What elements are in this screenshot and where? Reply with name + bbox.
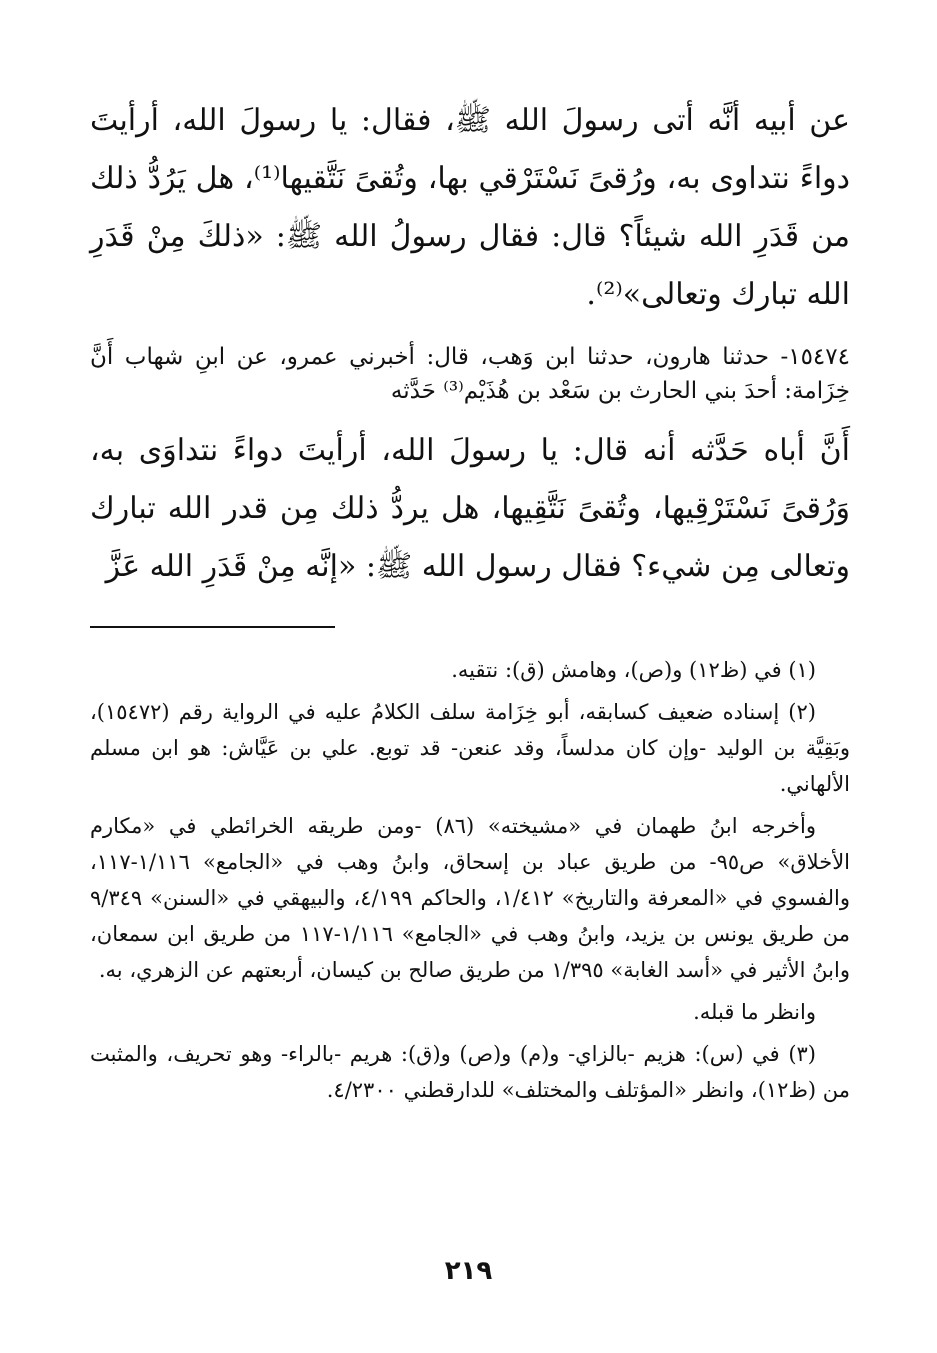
footnote-separator-wrap xyxy=(90,626,850,628)
footnote-2-see-also: وانظر ما قبله. xyxy=(693,1000,816,1024)
footnote-2: (٢) إسناده ضعيف كسابقه، أبو خِزَامة سلف الكلامُ عليه في الرواية رقم (١٥٤٧٢)، وبَقِيَّة بن الوليد -وإن كان مدلساً، وقد عنعن- قد توبع. علي بن عَيَّاش: هو ابن مسلم الألهاني. xyxy=(90,700,850,796)
hadith-chain: ١٥٤٧٤- حدثنا هارون، حدثنا ابن وَهب، قال: أخبرني عمرو، عن ابنِ شهاب أَنَّ خِزَامة: أحدَ بني الحارث بن سَعْد بن هُذَيْم⁽³⁾ حَدَّثه xyxy=(90,344,850,404)
page-number: ٢١٩ xyxy=(444,1256,493,1286)
footnotes xyxy=(90,652,850,1108)
main-paragraph-1: عن أبيه أنَّه أتى رسولَ الله ﷺ، فقال: يا رسولَ الله، أرأيتَ دواءً نتداوى به، ورُقىً نَسْتَرْقي بها، وتُقىً نَتَّقيها⁽¹⁾، هل يَرُدُّ ذلك من قَدَرِ الله شيئاً؟ قال: فقال رسولُ الله ﷺ: «ذلكَ مِنْ قَدَرِ الله تبارك وتعالى»⁽²⁾. xyxy=(90,103,851,312)
footnote-separator xyxy=(90,626,335,628)
footnote-1: (١) في (ظ١٢) و(ص)، وهامش (ق): نتقيه. xyxy=(451,658,816,682)
page-content xyxy=(90,92,850,1114)
footnote-3: (٣) في (س): هزيم -بالزاي- و(م) و(ص) و(ق): هريم -بالراء- وهو تحريف، والمثبت من (ظ١٢)، وانظر «المؤتلف والمختلف» للدارقطني ٤/٢٣٠٠. xyxy=(90,1042,850,1102)
main-paragraph-2: أَنَّ أباه حَدَّثه أنه قال: يا رسولَ الله، أرأيتَ دواءً نتداوَى به، وَرُقىً نَسْتَرْقِيها، وتُقىً نَتَّقِيها، هل يردُّ ذلك مِن قدر الله تبارك وتعالى مِن شيء؟ فقال رسول الله ﷺ: «إنَّه مِنْ قَدَرِ الله عَزَّ xyxy=(90,433,850,584)
footnote-2-continued: وأخرجه ابنُ طهمان في «مشيخته» (٨٦) -ومن طريقه الخرائطي في «مكارم الأخلاق» ص٩٥- من طريق عباد بن إسحاق، وابنُ وهب في «الجامع» ١/١١٦-١١٧، والفسوي في «المعرفة والتاريخ» ١/٤١٢، والحاكم ٤/١٩٩، والبيهقي في «السنن» ٩/٣٤٩ من طريق يونس بن يزيد، وابنُ وهب في «الجامع» ١/١١٦-١١٧ من طريق ابن سمعان، وابنُ الأثير في «أسد الغابة» ١/٣٩٥ من طريق صالح بن كيسان، أربعتهم عن الزهري، به. xyxy=(90,814,851,982)
